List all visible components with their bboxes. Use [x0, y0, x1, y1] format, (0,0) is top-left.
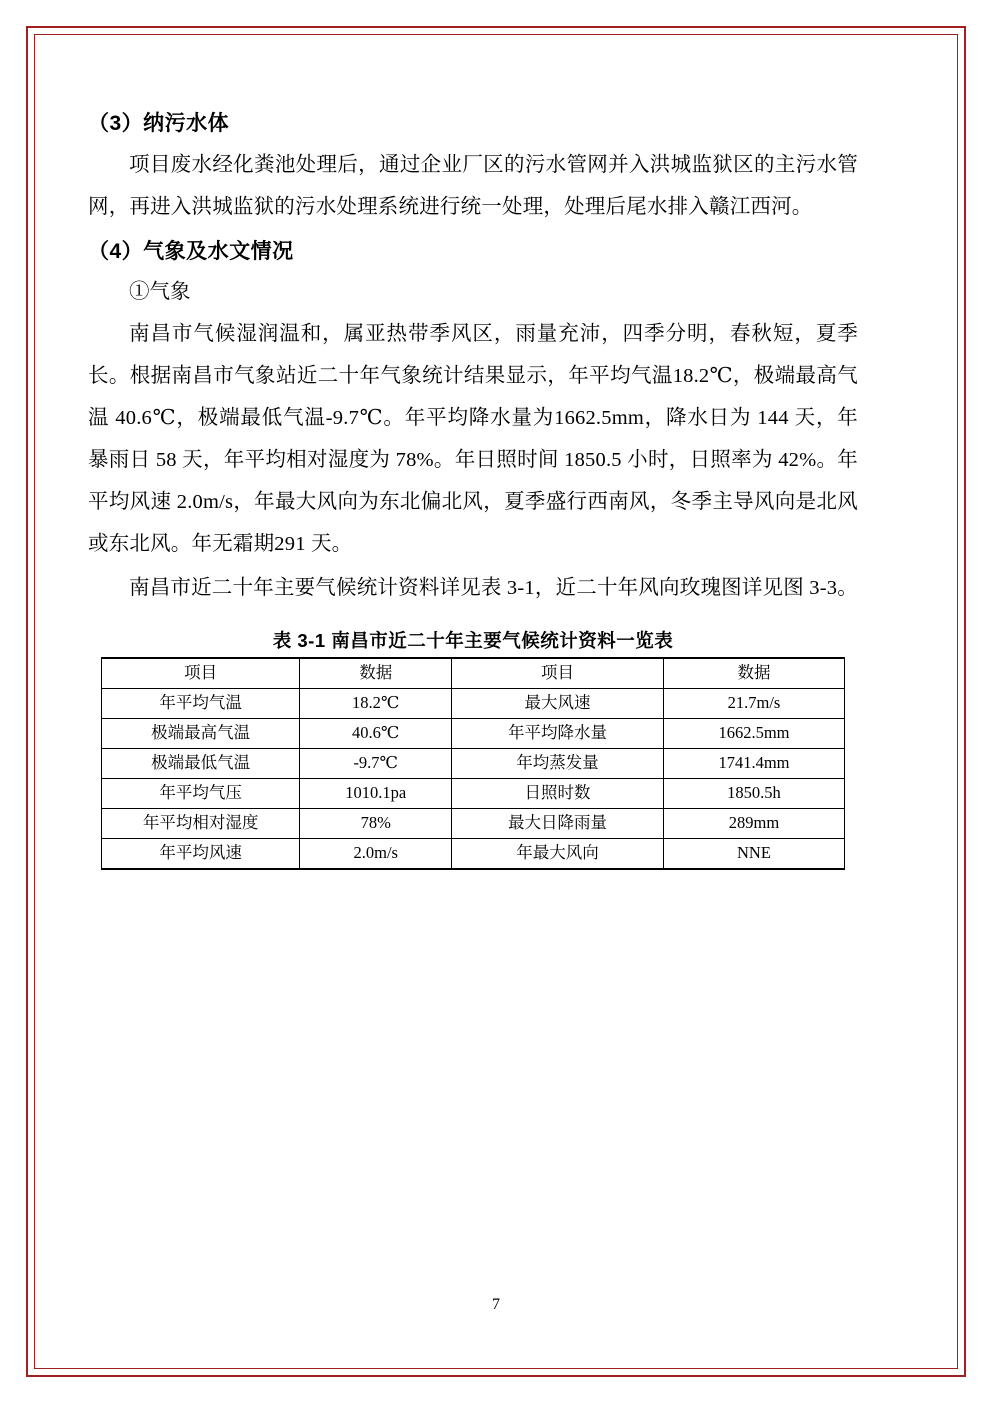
table-cell: NNE [663, 839, 844, 870]
climate-statistics-table [101, 657, 845, 870]
table-cell: 最大日降雨量 [452, 809, 664, 839]
table-cell: 1010.1pa [300, 779, 452, 809]
table-row [102, 779, 845, 809]
table-cell: 极端最高气温 [102, 719, 300, 749]
table-header-row [102, 658, 845, 689]
table-cell: 年平均降水量 [452, 719, 664, 749]
table-header-cell: 项目 [452, 658, 664, 689]
table-cell: 最大风速 [452, 689, 664, 719]
table-cell: 年平均气温 [102, 689, 300, 719]
section-4-paragraph-1: 南昌市气候湿润温和，属亚热带季风区，雨量充沛，四季分明，春秋短，夏季长。根据南昌市气象站近二十年气象统计结果显示，年平均气温18.2℃，极端最高气温 40.6℃，极端最低气温-9.7℃。年平均降水量为1662.5mm，降水日为 144 天，年暴雨日 58 天，年平均相对湿度为 78%。年日照时间 1850.5 小时，日照率为 42%。年平均风速 2.0m/s，年最大风向为东北偏北风，夏季盛行西南风，冬季主导风向是北风或东北风。年无霜期291 天。 [88, 323, 858, 556]
table-cell: 1741.4mm [663, 749, 844, 779]
table-header-cell: 数据 [663, 658, 844, 689]
table-row [102, 809, 845, 839]
section-heading-3: （3）纳污水体 [88, 112, 230, 135]
table-caption: 表 3-1 南昌市近二十年主要气候统计资料一览表 [272, 630, 674, 652]
table-cell: 年最大风向 [452, 839, 664, 870]
table-cell: 18.2℃ [300, 689, 452, 719]
table-cell: -9.7℃ [300, 749, 452, 779]
section-3-paragraph-1: 项目废水经化粪池处理后，通过企业厂区的污水管网并入洪城监狱区的主污水管网，再进入洪城监狱的污水处理系统进行统一处理，处理后尾水排入赣江西河。 [88, 153, 858, 218]
table-cell: 日照时数 [452, 779, 664, 809]
table-cell: 289mm [663, 809, 844, 839]
table-row [102, 719, 845, 749]
subsection-heading-meteorology: ①气象 [129, 281, 191, 304]
table-cell: 1662.5mm [663, 719, 844, 749]
table-row [102, 689, 845, 719]
table-cell: 年均蒸发量 [452, 749, 664, 779]
table-header-cell: 项目 [102, 658, 300, 689]
table-cell: 年平均气压 [102, 779, 300, 809]
table-row [102, 839, 845, 870]
table-cell: 21.7m/s [663, 689, 844, 719]
table-cell: 极端最低气温 [102, 749, 300, 779]
table-cell: 1850.5h [663, 779, 844, 809]
table-row [102, 749, 845, 779]
page-content [88, 100, 858, 870]
page-number: 7 [492, 1296, 500, 1313]
section-heading-4: （4）气象及水文情况 [88, 239, 294, 263]
table-cell: 年平均相对湿度 [102, 809, 300, 839]
table-header-cell: 数据 [300, 658, 452, 689]
table-cell: 年平均风速 [102, 839, 300, 870]
table-cell: 2.0m/s [300, 839, 452, 870]
section-4-paragraph-2: 南昌市近二十年主要气候统计资料详见表 3-1，近二十年风向玫瑰图详见图 3-3。 [129, 577, 858, 600]
table-cell: 78% [300, 809, 452, 839]
table-cell: 40.6℃ [300, 719, 452, 749]
